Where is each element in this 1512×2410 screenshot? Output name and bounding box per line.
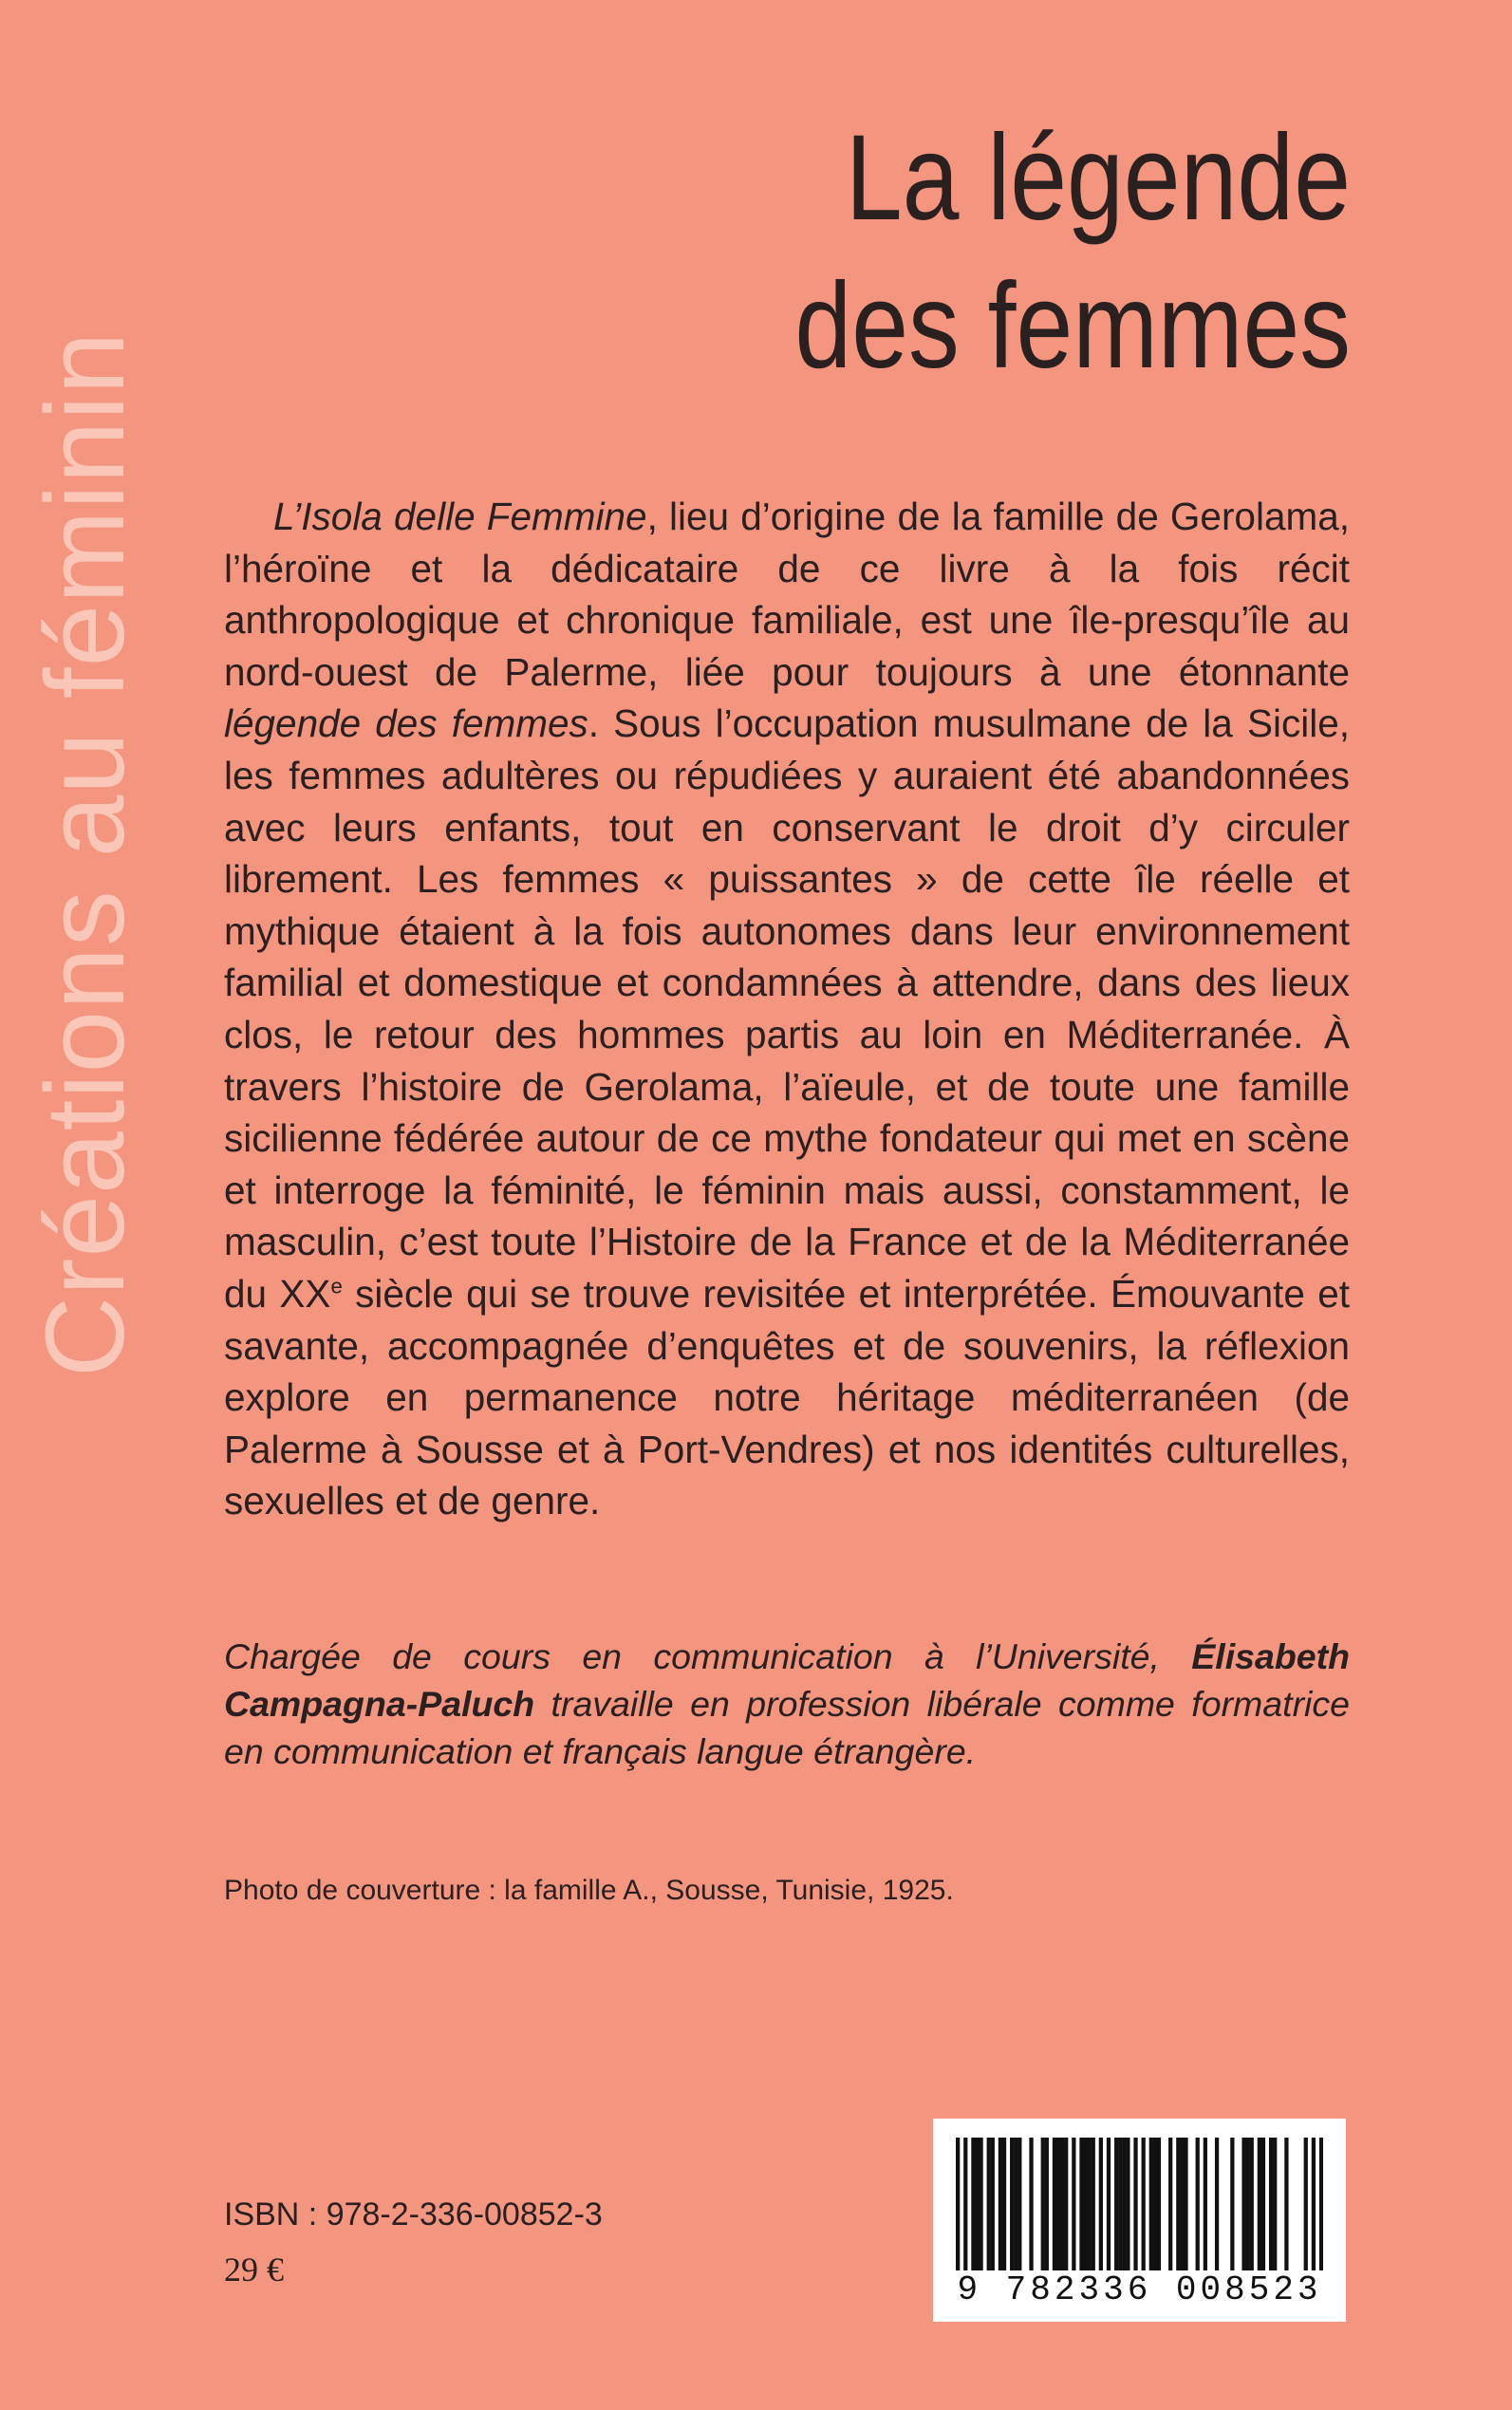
barcode-bar xyxy=(1157,2138,1161,2270)
author-name: Élisabeth Campagna-Paluch xyxy=(224,1636,1350,1724)
barcode-bar xyxy=(1241,2138,1245,2270)
barcode-bar xyxy=(1149,2138,1153,2270)
bio-text-1: Chargée de cours en communication à l’Université, xyxy=(224,1636,1192,1676)
barcode-bar xyxy=(1053,2138,1056,2270)
barcode-bar xyxy=(1250,2138,1254,2270)
barcode-bars xyxy=(956,2138,1323,2270)
series-name-text: Créations au féminin xyxy=(23,330,148,1378)
blurb-italic-island: L’Isola delle Femmine xyxy=(273,495,647,538)
author-bio xyxy=(224,1633,1350,1775)
barcode-bar xyxy=(1002,2138,1006,2270)
barcode-bar xyxy=(1273,2138,1277,2270)
barcode-bar xyxy=(1230,2138,1234,2270)
barcode xyxy=(933,2119,1346,2322)
bio-text-2: travaille en profession libérale comme formatrice en communication et français langue étrangère. xyxy=(224,1684,1350,1771)
barcode-bar xyxy=(1029,2138,1033,2270)
barcode-bar xyxy=(1319,2138,1323,2270)
barcode-bar xyxy=(963,2138,967,2270)
barcode-bar xyxy=(1258,2138,1261,2270)
barcode-bar xyxy=(1269,2138,1273,2270)
barcode-bar xyxy=(1180,2138,1184,2270)
barcode-bar xyxy=(1304,2138,1308,2270)
barcode-bar xyxy=(1092,2138,1095,2270)
barcode-bar xyxy=(1099,2138,1103,2270)
blurb-text-1: , lieu d’origine de la famille de Gerolama, l’héroïne et la dédicataire de ce livre à la fois récit anthropologique et chronique familiale, est une île-presqu’île au nord-ouest de Palerme, liée pour toujours à une étonnante xyxy=(224,495,1350,694)
blurb-text-3: siècle qui se trouve revisitée et interprétée. Émouvante et savante, accompagnée d’enquêtes et de souvenirs, la réflexion explore en permanence notre héritage méditerranéen (de Palerme à Sousse et à Port-Vendres) et nos identités culturelles, sexuelles et de genre. xyxy=(224,1271,1351,1523)
barcode-bar xyxy=(1041,2138,1045,2270)
barcode-bar xyxy=(1083,2138,1087,2270)
barcode-bar xyxy=(991,2138,995,2270)
barcode-bar xyxy=(1168,2138,1172,2270)
price-label: 29 € xyxy=(224,2251,284,2289)
barcode-bar xyxy=(1045,2138,1049,2270)
barcode-bar xyxy=(1017,2138,1021,2270)
series-name-vertical xyxy=(23,76,148,1633)
barcode-bar xyxy=(1060,2138,1064,2270)
barcode-bar xyxy=(1088,2138,1092,2270)
barcode-bar xyxy=(1072,2138,1075,2270)
barcode-bar xyxy=(1107,2138,1111,2270)
blurb-text-2: . Sous l’occupation musulmane de la Sicile, les femmes adultères ou répudiées y auraient été abandonnées avec leurs enfants, tout en conservant le droit d’y circuler librement. Les femmes « puissantes » de cette île réelle et mythique étaient à la fois autonomes dans leur environnement familial et domestique et condamnées à attendre, dans des lieux clos, le retour des hommes partis au loin en Méditerranée. À travers l’histoire de Gerolama, l’aïeule, et de toute une famille sicilienne fédérée autour de ce mythe fondateur qui met en scène et interroge la féminité, le féminin mais aussi, constamment, le masculin, c’est toute l’Histoire de la France et de la Méditerranée du XX xyxy=(224,701,1350,1316)
barcode-bar xyxy=(1126,2138,1129,2270)
barcode-bar xyxy=(1196,2138,1200,2270)
barcode-bar xyxy=(1133,2138,1137,2270)
barcode-bar xyxy=(1118,2138,1122,2270)
book-title xyxy=(633,104,1351,401)
photo-credit: Photo de couverture : la famille A., Sousse, Tunisie, 1925. xyxy=(224,1875,954,1906)
blurb-superscript: e xyxy=(330,1274,343,1298)
barcode-bar xyxy=(1184,2138,1187,2270)
blurb-italic-legend: légende des femmes xyxy=(224,701,588,746)
barcode-bar xyxy=(1312,2138,1316,2270)
barcode-bar xyxy=(987,2138,991,2270)
title-line-1: La légende xyxy=(845,110,1351,246)
barcode-bar xyxy=(1284,2138,1288,2270)
barcode-bar xyxy=(1261,2138,1265,2270)
barcode-bar xyxy=(1014,2138,1017,2270)
barcode-bar xyxy=(1142,2138,1146,2270)
barcode-bar xyxy=(1010,2138,1014,2270)
barcode-bar xyxy=(1056,2138,1060,2270)
barcode-bar xyxy=(999,2138,1002,2270)
barcode-bar xyxy=(1079,2138,1083,2270)
barcode-bar xyxy=(1215,2138,1219,2270)
barcode-bar xyxy=(1114,2138,1118,2270)
barcode-bar xyxy=(971,2138,975,2270)
barcode-bar xyxy=(1153,2138,1157,2270)
barcode-bar xyxy=(1204,2138,1207,2270)
barcode-number: 9 782336 008523 xyxy=(957,2270,1322,2309)
barcode-bar xyxy=(975,2138,979,2270)
barcode-bar xyxy=(979,2138,982,2270)
barcode-bar xyxy=(1064,2138,1068,2270)
barcode-bar xyxy=(1246,2138,1250,2270)
barcode-bar xyxy=(1176,2138,1180,2270)
isbn-label: ISBN : 978-2-336-00852-3 xyxy=(224,2196,603,2233)
back-cover-blurb xyxy=(224,491,1350,1527)
barcode-bar xyxy=(956,2138,960,2270)
title-line-2: des femmes xyxy=(794,258,1351,394)
barcode-bar xyxy=(1122,2138,1126,2270)
